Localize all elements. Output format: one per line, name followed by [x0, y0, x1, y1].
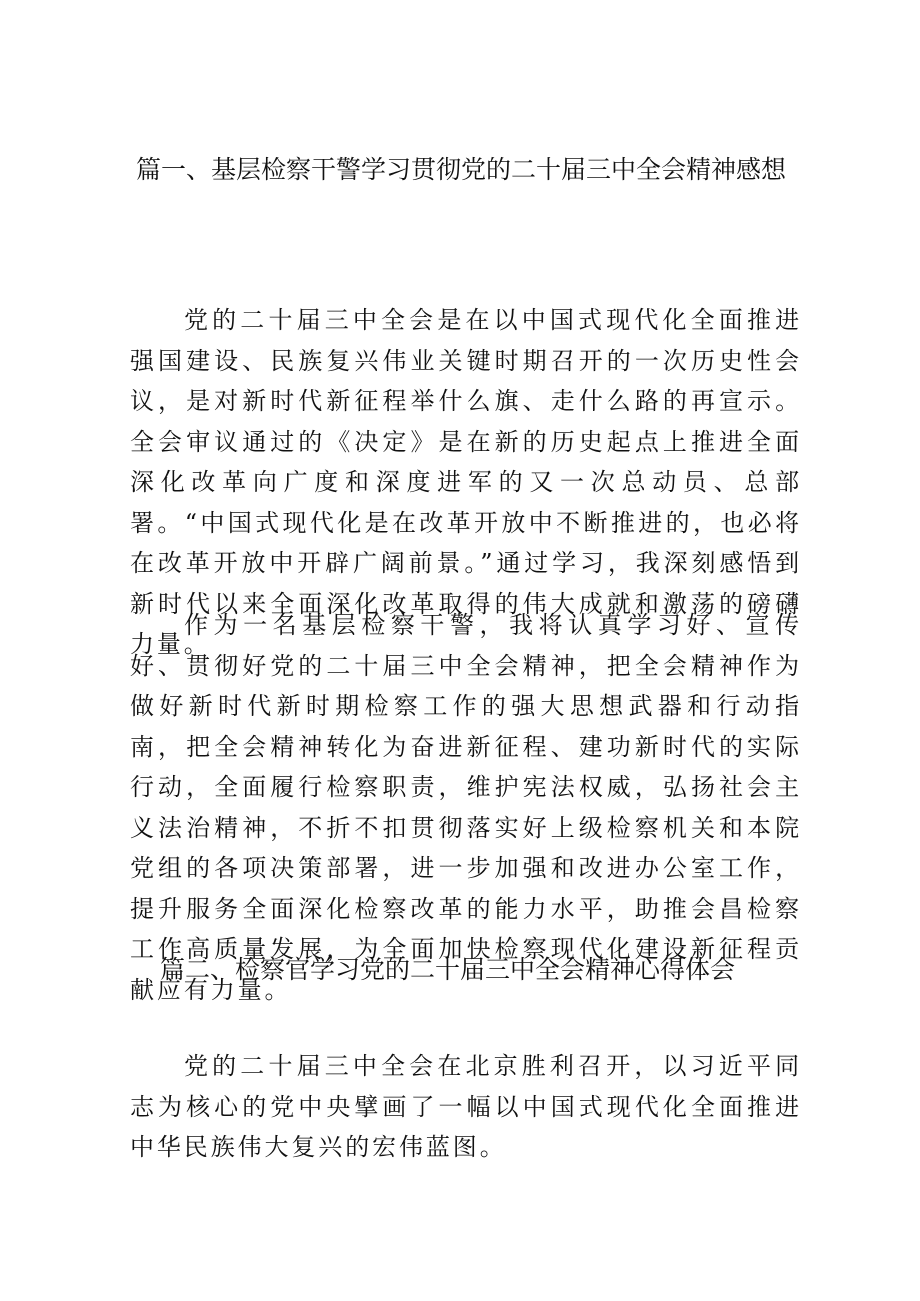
section-1-paragraph-2: 作为一名基层检察干警，我将认真学习好、宣传好、贯彻好党的二十届三中全会精神，把全会精神作为做好新时代新时期检察工作的强大思想武器和行动指南，把全会精神转化为奋进新征程、建功新时代的实际行动，全面履行检察职责，维护宪法权威，弘扬社会主义法治精神，不折不扣贯彻落实好上级检察机关和本院党组的各项决策部署，进一步加强和改进办公室工作，提升服务全面深化检察改革的能力水平，助推会昌检察工作高质量发展，为全面加快检察现代化建设新征程贡献应有力量。	[130, 611, 802, 1004]
section-1-paragraph-1: 党的二十届三中全会是在以中国式现代化全面推进强国建设、民族复兴伟业关键时期召开的一次历史性会议，是对新时代新征程举什么旗、走什么路的再宣示。全会审议通过的《决定》是在新的历史起点上推进全面深化改革向广度和深度进军的又一次总动员、总部署。“中国式现代化是在改革开放中不断推进的，也必将在改革开放中开辟广阔前景。”通过学习，我深刻感悟到新时代以来全面深化改革取得的伟大成就和激荡的磅礴力量。	[130, 306, 802, 658]
section-2-paragraph-1: 党的二十届三中全会在北京胜利召开，以习近平同志为核心的党中央擘画了一幅以中国式现代化全面推进中华民族伟大复兴的宏伟蓝图。	[130, 1052, 802, 1161]
section-1-title: 篇一、基层检察干警学习贯彻党的二十届三中全会精神感想	[135, 155, 786, 184]
section-2-title: 篇二、检察官学习党的二十届三中全会精神心得体会	[160, 955, 736, 984]
